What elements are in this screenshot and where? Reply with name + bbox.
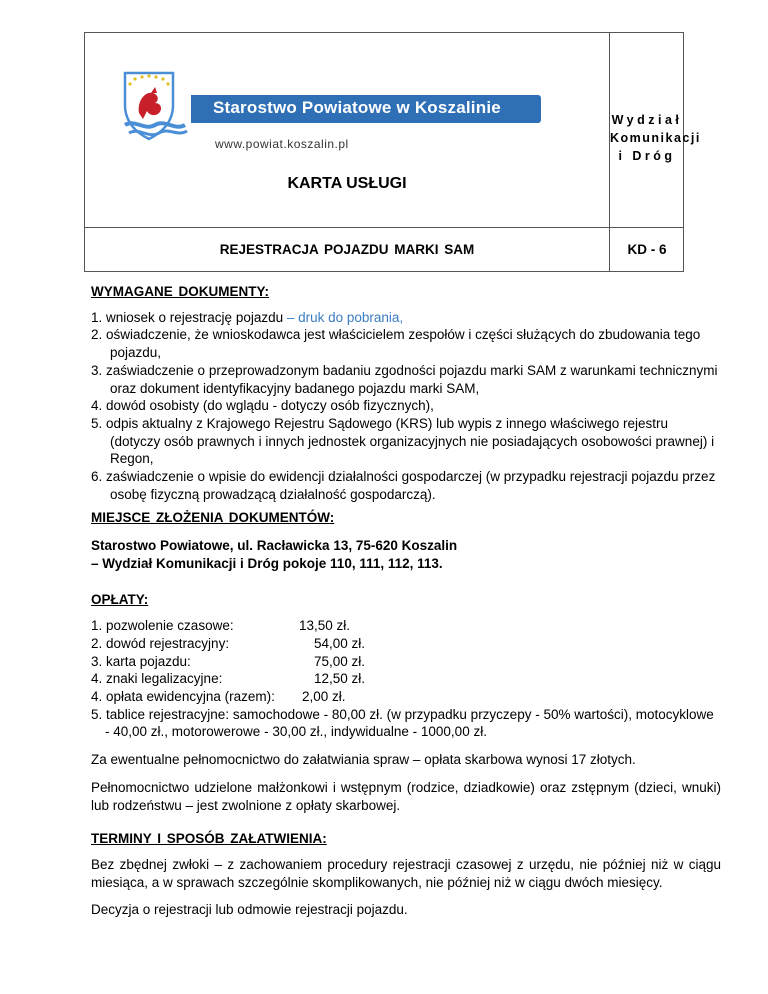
document-item: 4. dowód osobisty (do wglądu - dotyczy osób fizycznych), xyxy=(91,398,434,414)
fee-label: 1. pozwolenie czasowe: xyxy=(91,618,234,634)
header-box xyxy=(84,32,701,272)
office-address: Starostwo Powiatowe, ul. Racławicka 13, 75-620 Koszalin xyxy=(91,538,458,554)
fee-row xyxy=(91,653,721,671)
terms-text: Bez zbędnej zwłoki – z zachowaniem procedury rejestracji czasowej z urzędu, nie później niż w ciągu miesiąca, a w sprawach szczególnie skomplikowanych, nie później niż w ciągu dwóch miesięcy. xyxy=(91,856,721,890)
fee-plates: 5. tablice rejestracyjne: samochodowe - 80,00 zł. (w przypadku przyczepy - 50% wartości), motocyklowe - 40,00 zł., motorowerowe - 30,00 zł., indywidualne - 1000,00 zł. xyxy=(91,706,714,740)
download-form-link[interactable]: – druk do pobrania, xyxy=(286,309,404,325)
fee-label: 4. opłata ewidencyjna (razem): xyxy=(91,689,275,704)
fees-heading: OPŁATY: xyxy=(91,591,149,607)
fees-list xyxy=(91,617,721,705)
service-code: KD - 6 xyxy=(627,242,667,257)
logo-text: Starostwo Powiatowe w Koszalinie xyxy=(213,98,501,117)
decision-note: Decyzja o rejestracji lub odmowie rejestracji pojazdu. xyxy=(91,902,408,918)
proxy-fee-note: Za ewentualne pełnomocnictwo do załatwiania spraw – opłata skarbowa wynosi 17 złotych. xyxy=(91,752,636,768)
fee-amount: 13,50 zł. xyxy=(299,618,351,634)
service-name: REJESTRACJA POJAZDU MARKI SAM xyxy=(219,242,475,257)
fee-amount: 12,50 zł. xyxy=(314,671,366,687)
office-rooms: – Wydział Komunikacji i Dróg pokoje 110, 111, 112, 113. xyxy=(91,555,443,571)
terms-heading: TERMINY I SPOSÓB ZAŁATWIENIA: xyxy=(91,831,327,847)
fee-row xyxy=(91,635,721,653)
logo-banner xyxy=(191,95,541,123)
fee-row xyxy=(91,617,721,635)
documents-heading: WYMAGANE DOKUMENTY: xyxy=(91,284,269,299)
website-url[interactable]: www.powiat.koszalin.pl xyxy=(215,137,349,151)
fee-amount: 2,00 zł. xyxy=(302,689,346,704)
documents-list xyxy=(91,309,721,504)
card-title: KARTA USŁUGI xyxy=(287,175,407,192)
fee-row xyxy=(91,688,721,706)
fee-label: 3. karta pojazdu: xyxy=(91,653,191,669)
coat-of-arms-icon xyxy=(115,65,193,149)
document-item: 2. oświadczenie, że wnioskodawca jest właścicielem zespołów i części służących do zbudowania tego pojazdu, xyxy=(91,327,701,361)
department-name xyxy=(610,111,701,165)
fee-row xyxy=(91,670,721,688)
department-line-1: Wydział xyxy=(611,113,683,127)
department-line-3: i Dróg xyxy=(618,149,676,163)
fee-amount: 54,00 zł. xyxy=(314,635,366,651)
fee-label: 2. dowód rejestracyjny: xyxy=(91,635,230,651)
starostwo-logo xyxy=(115,65,570,185)
document-item xyxy=(91,309,721,327)
department-line-2: Komunikacji xyxy=(610,131,701,145)
document-item-1-text: 1. wniosek o rejestrację pojazdu xyxy=(91,309,287,325)
fee-amount: 75,00 zł. xyxy=(314,653,366,669)
place-heading: MIEJSCE ZŁOŻENIA DOKUMENTÓW: xyxy=(91,510,335,526)
document-item: 6. zaświadczenie o wpisie do ewidencji działalności gospodarczej (w przypadku rejestracji pojazdu przez osobę fizyczną prowadzącą działalność gospodarczą). xyxy=(91,469,716,502)
document-item: 3. zaświadczenie o przeprowadzonym badaniu zgodności pojazdu marki SAM z warunkami technicznymi oraz dokument identyfikacyjny badanego pojazdu marki SAM, xyxy=(91,362,718,396)
card-content xyxy=(91,283,721,919)
document-item: 5. odpis aktualny z Krajowego Rejestru Sądowego (KRS) lub wypis z innego właściwego rejestru (dotyczy osób prawnych i innych jednostek organizacyjnych nie posiadających osobowości prawnej) i Regon, xyxy=(91,415,715,467)
proxy-exemption-note: Pełnomocnictwo udzielone małżonkowi i wstępnym (rodzice, dziadkowie) oraz zstępnym (dzieci, wnuki) lub rodzeństwu – jest zwolnione z opłaty skarbowej. xyxy=(91,779,721,813)
fee-label: 4. znaki legalizacyjne: xyxy=(91,671,223,687)
